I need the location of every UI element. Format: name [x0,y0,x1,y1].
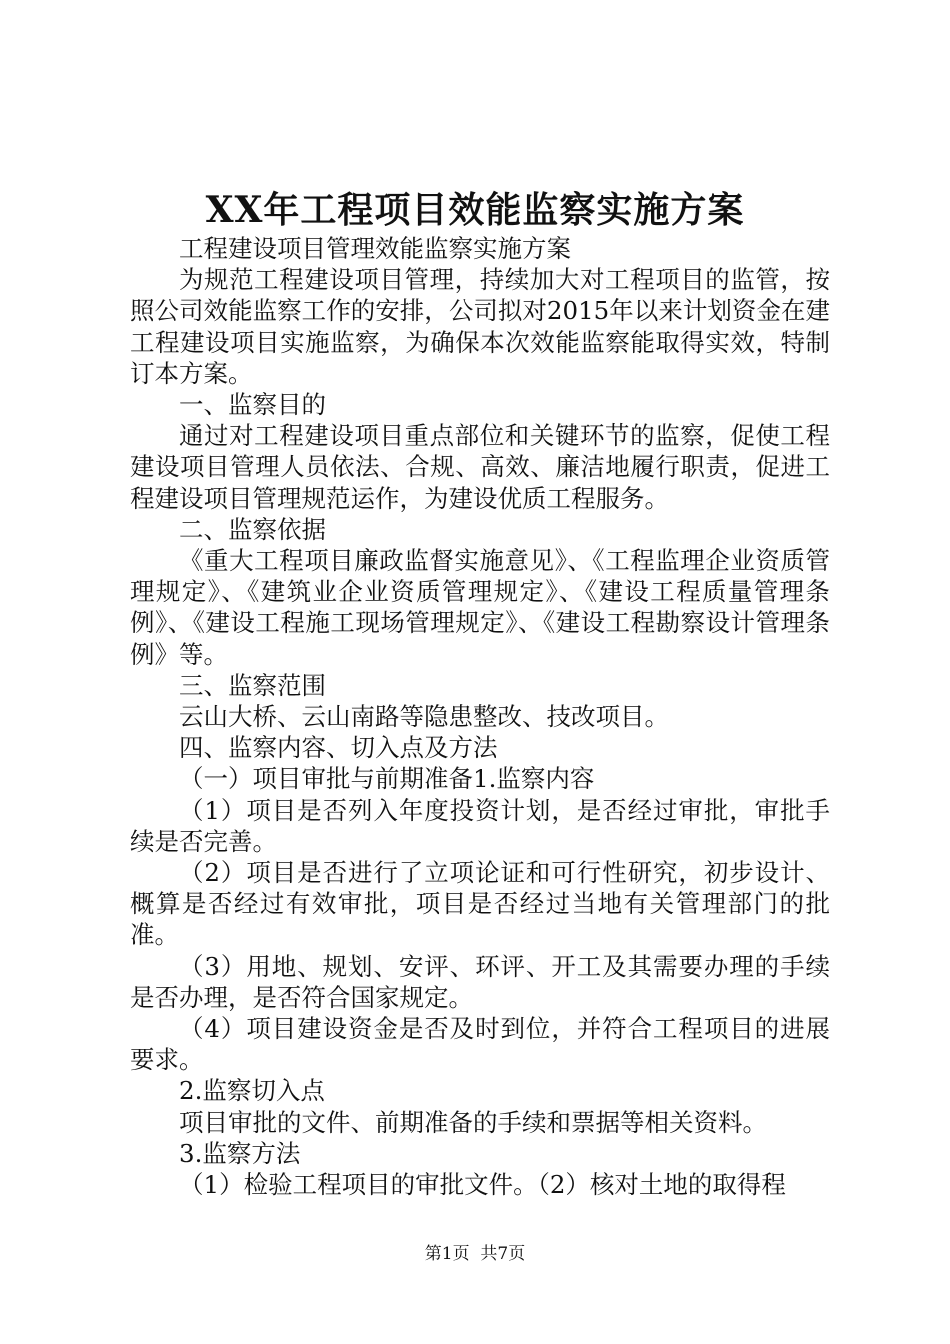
document-body [130,233,830,1200]
purpose-paragraph: 通过对工程建设项目重点部位和关键环节的监察，促使工程建设项目管理人员依法、合规、高效、廉洁地履行职责，促进工程建设项目管理规范运作，为建设优质工程服务。 [130,421,830,513]
subtitle-paragraph: 工程建设项目管理效能监察实施方案 [179,234,571,263]
list-item-4: （4）项目建设资金是否及时到位，并符合工程项目的进展要求。 [130,1014,830,1075]
section-heading-content: 四、监察内容、切入点及方法 [179,733,498,763]
page-number: 第1页 共7页 [424,1244,526,1264]
section-heading-scope: 三、监察范围 [179,670,326,700]
subsection-heading-approval: （一）项目审批与前期准备1.监察内容 [179,764,595,794]
list-item-1: （1）项目是否列入年度投资计划，是否经过审批，审批手续是否完善。 [130,795,830,856]
page-footer [0,1243,950,1265]
method-paragraph: （1）检验工程项目的审批文件。（2）核对土地的取得程 [179,1170,786,1200]
subsection-heading-method: 3.监察方法 [179,1138,301,1168]
entry-point-paragraph: 项目审批的文件、前期准备的手续和票据等相关资料。 [179,1107,767,1137]
scope-paragraph: 云山大桥、云山南路等隐患整改、技改项目。 [179,702,669,732]
subsection-heading-entry-point: 2.监察切入点 [179,1076,325,1106]
document-title: XX年工程项目效能监察实施方案 [205,189,745,231]
section-heading-purpose: 一、监察目的 [179,390,326,420]
basis-paragraph: 《重大工程项目廉政监督实施意见》、《工程监理企业资质管理规定》、《建筑业企业资质管理规定》、《建设工程质量管理条例》、《建设工程施工现场管理规定》、《建设工程勘察设计管理条例》等。 [130,546,830,669]
list-item-3: （3）用地、规划、安评、环评、开工及其需要办理的手续是否办理，是否符合国家规定。 [130,951,830,1012]
section-heading-basis: 二、监察依据 [179,514,326,544]
intro-paragraph: 为规范工程建设项目管理，持续加大对工程项目的监管，按照公司效能监察工作的安排，公司拟对2015年以来计划资金在建工程建设项目实施监察，为确保本次效能监察能取得实效，特制订本方案。 [130,265,830,388]
list-item-2: （2）项目是否进行了立项论证和可行性研究，初步设计、概算是否经过有效审批，项目是否经过当地有关管理部门的批准。 [130,858,830,950]
